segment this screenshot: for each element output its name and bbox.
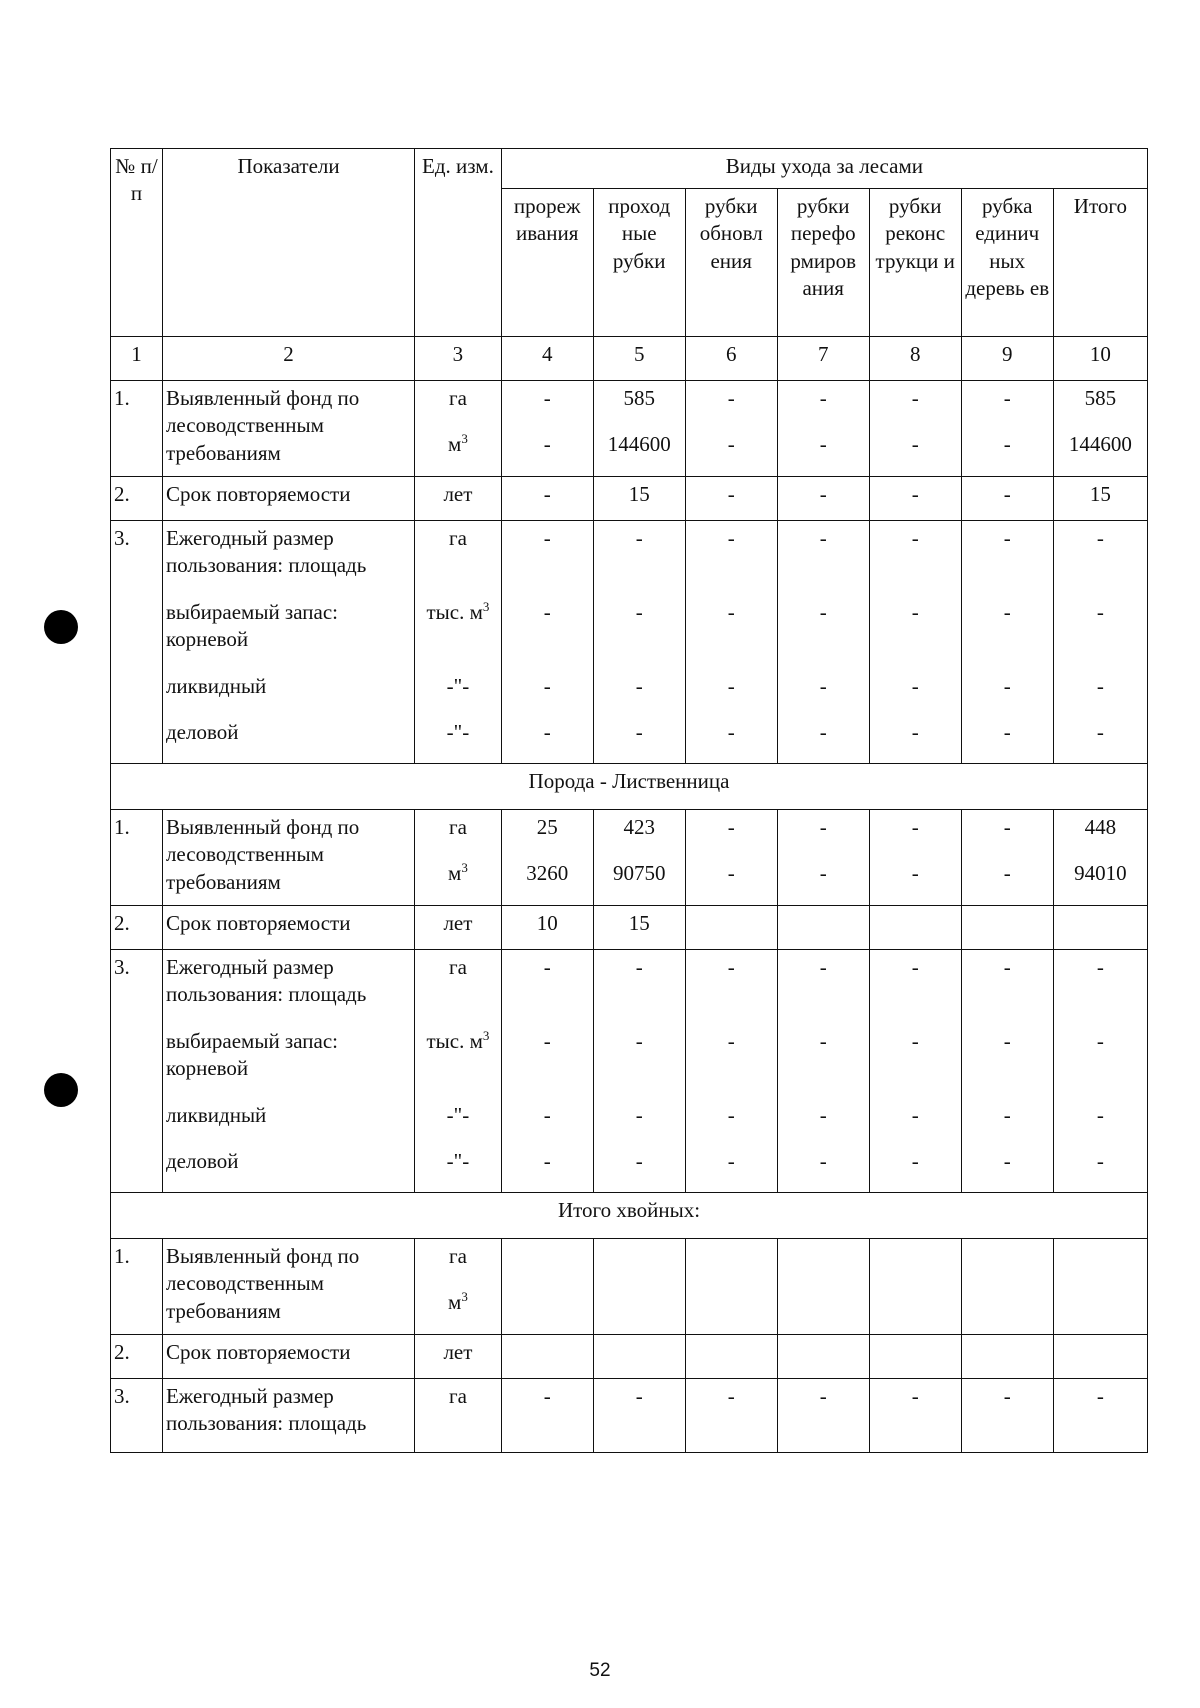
stacked-cell (685, 521, 777, 764)
cell-line: - (727, 526, 735, 550)
row-num: 1. (111, 1239, 163, 1335)
empty-cell (1053, 1239, 1147, 1335)
row-label (162, 521, 414, 764)
column-number: 6 (685, 337, 777, 381)
section-title: Итого хвойных: (111, 1193, 1148, 1239)
cell-line: - (1003, 432, 1011, 456)
value-cell: 15 (1053, 477, 1147, 521)
stacked-cell (1053, 810, 1147, 906)
stacked-cell (869, 950, 961, 1193)
value-cell: - (685, 1379, 777, 1453)
stacked-cell (501, 381, 593, 477)
value-cell: - (777, 477, 869, 521)
cell-line: - (543, 1103, 551, 1127)
header-row (111, 149, 1148, 189)
cell-line: - (819, 674, 827, 698)
cell-line: - (1096, 955, 1104, 979)
cell-line: 448 (1084, 815, 1117, 839)
column-number: 10 (1053, 337, 1147, 381)
cell-line: - (819, 432, 827, 456)
cell-line: -"- (446, 1149, 470, 1173)
cell-line: - (911, 526, 919, 550)
section-row (111, 1193, 1148, 1239)
punch-hole (44, 1073, 78, 1107)
value-cell (685, 906, 777, 950)
stacked-cell (685, 381, 777, 477)
unit-cell: лет (415, 1335, 502, 1379)
column-number: 4 (501, 337, 593, 381)
cell-line: -"- (446, 674, 470, 698)
cell-line: 585 (1084, 386, 1117, 410)
page-number: 52 (589, 1660, 611, 1681)
cell-line: - (727, 432, 735, 456)
table-row (111, 1379, 1148, 1453)
stacked-cell (685, 810, 777, 906)
cell-line: 94010 (1074, 861, 1127, 885)
table-row (111, 1335, 1148, 1379)
row-label: Срок повторяемости (162, 906, 414, 950)
table-row (111, 906, 1148, 950)
empty-cell (961, 1239, 1053, 1335)
cell-line: - (819, 861, 827, 885)
row-num: 3. (111, 1379, 163, 1453)
unit-cell: лет (415, 477, 502, 521)
cell-line: - (1003, 720, 1011, 744)
cell-line: Ежегодный размер пользования: площадь (165, 526, 367, 578)
column-number: 3 (415, 337, 502, 381)
value-cell (685, 1335, 777, 1379)
table-row (111, 381, 1148, 477)
cell-line: тыс. $м^3$ (426, 1028, 490, 1053)
value-cell: - (685, 477, 777, 521)
value-cell (961, 906, 1053, 950)
cell-line: -"- (446, 720, 470, 744)
value-cell (869, 1335, 961, 1379)
cell-line: выбираемый запас: корневой (165, 600, 338, 652)
cell-line: - (543, 1149, 551, 1173)
empty-cell (685, 1239, 777, 1335)
cell-line: - (635, 1029, 643, 1053)
empty-cell (593, 1239, 685, 1335)
unit-cell (415, 381, 502, 477)
value-cell: - (777, 1379, 869, 1453)
cell-line: - (911, 432, 919, 456)
stacked-cell (869, 381, 961, 477)
cell-line: - (1003, 1029, 1011, 1053)
row-num: 3. (111, 521, 163, 764)
cell-line: - (819, 386, 827, 410)
value-cell (1053, 906, 1147, 950)
cell-line: - (543, 432, 551, 456)
cell-line: 423 (623, 815, 655, 839)
cell-line: - (911, 600, 919, 624)
row-num: 1. (111, 381, 163, 477)
cell-line: - (1003, 600, 1011, 624)
cell-line: - (543, 720, 551, 744)
cell-line: $м^3$ (448, 431, 468, 456)
value-cell: 15 (593, 906, 685, 950)
stacked-cell (869, 810, 961, 906)
section-row (111, 764, 1148, 810)
punch-hole (44, 610, 78, 644)
unit-cell: лет (415, 906, 502, 950)
cell-line: - (1003, 386, 1011, 410)
cell-line: - (819, 526, 827, 550)
cell-line: 25 (536, 815, 558, 839)
column-number: 1 (111, 337, 163, 381)
stacked-cell (593, 521, 685, 764)
cell-line: - (1003, 1149, 1011, 1173)
cell-line: - (727, 720, 735, 744)
value-cell: - (961, 477, 1053, 521)
cell-line: тыс. $м^3$ (426, 599, 490, 624)
value-cell: - (961, 1379, 1053, 1453)
cell-line: - (819, 1149, 827, 1173)
cell-line: - (635, 1149, 643, 1173)
cell-line: - (727, 815, 735, 839)
header-indicator: Показатели (162, 149, 414, 337)
cell-line: - (1003, 955, 1011, 979)
header-type: прореж ивания (501, 189, 593, 337)
cell-line: - (1003, 1103, 1011, 1127)
cell-line: - (635, 600, 643, 624)
stacked-cell (593, 810, 685, 906)
empty-cell (501, 1239, 593, 1335)
cell-line: га (448, 955, 467, 979)
cell-line: - (727, 1103, 735, 1127)
cell-line: выбираемый запас: корневой (165, 1029, 338, 1081)
cell-line: - (727, 386, 735, 410)
table-row (111, 1239, 1148, 1335)
cell-line: га (448, 1244, 467, 1268)
value-cell (961, 1335, 1053, 1379)
value-cell: - (869, 477, 961, 521)
cell-line: - (819, 1029, 827, 1053)
cell-line: - (1096, 674, 1104, 698)
stacked-cell (501, 521, 593, 764)
cell-line: га (448, 815, 467, 839)
header-type: рубка единич ных деревь ев (961, 189, 1053, 337)
unit-cell (415, 1239, 502, 1335)
stacked-cell (1053, 521, 1147, 764)
cell-line: - (1003, 815, 1011, 839)
cell-line: - (911, 720, 919, 744)
cell-line: 144600 (607, 432, 671, 456)
empty-cell (869, 1239, 961, 1335)
cell-line: - (635, 720, 643, 744)
column-number: 8 (869, 337, 961, 381)
value-cell: - (869, 1379, 961, 1453)
cell-line: - (1096, 720, 1104, 744)
stacked-cell (869, 521, 961, 764)
header-unit: Ед. изм. (415, 149, 502, 337)
stacked-cell (501, 950, 593, 1193)
cell-line: - (1096, 1103, 1104, 1127)
stacked-cell (961, 950, 1053, 1193)
cell-line: 585 (623, 386, 655, 410)
cell-line: - (911, 674, 919, 698)
row-label: Ежегодный размер пользования: площадь (162, 1379, 414, 1453)
cell-line: га (448, 526, 467, 550)
unit-cell (415, 810, 502, 906)
row-label: Выявленный фонд по лесоводственным требованиям (162, 810, 414, 906)
table-row (111, 950, 1148, 1193)
value-cell: - (1053, 1379, 1147, 1453)
column-number: 5 (593, 337, 685, 381)
cell-line: - (819, 955, 827, 979)
cell-line: $м^3$ (448, 860, 468, 885)
cell-line: - (1096, 1149, 1104, 1173)
cell-line: 144600 (1068, 432, 1132, 456)
cell-line: - (1096, 600, 1104, 624)
header-type: рубки перефо рмиров ания (777, 189, 869, 337)
value-cell (869, 906, 961, 950)
cell-line: - (911, 861, 919, 885)
stacked-cell (593, 381, 685, 477)
section-title: Порода - Лиственница (111, 764, 1148, 810)
value-cell (777, 906, 869, 950)
stacked-cell (501, 810, 593, 906)
cell-line: $м^3$ (448, 1289, 468, 1314)
unit-cell (415, 521, 502, 764)
cell-line: деловой (165, 720, 239, 744)
value-cell (593, 1335, 685, 1379)
cell-line: - (635, 674, 643, 698)
row-label: Срок повторяемости (162, 477, 414, 521)
stacked-cell (777, 810, 869, 906)
cell-line: - (1003, 674, 1011, 698)
stacked-cell (593, 950, 685, 1193)
stacked-cell (961, 521, 1053, 764)
row-num: 2. (111, 1335, 163, 1379)
cell-line: 3260 (526, 861, 569, 885)
cell-line: - (543, 386, 551, 410)
cell-line: - (911, 1029, 919, 1053)
cell-line: - (911, 1103, 919, 1127)
header-type: Итого (1053, 189, 1147, 337)
value-cell (777, 1335, 869, 1379)
cell-line: - (1096, 1029, 1104, 1053)
cell-line: - (819, 1103, 827, 1127)
column-number: 2 (162, 337, 414, 381)
value-cell: 15 (593, 477, 685, 521)
cell-line: - (911, 955, 919, 979)
row-label: Выявленный фонд по лесоводственным требованиям (162, 381, 414, 477)
header-type: рубки обновл ения (685, 189, 777, 337)
stacked-cell (777, 521, 869, 764)
cell-line: - (819, 600, 827, 624)
cell-line: ликвидный (165, 1103, 267, 1127)
header-num: № п/п (111, 149, 163, 337)
row-label: Выявленный фонд по лесоводственным требованиям (162, 1239, 414, 1335)
row-label: Срок повторяемости (162, 1335, 414, 1379)
cell-line: - (727, 674, 735, 698)
cell-line: Ежегодный размер пользования: площадь (165, 955, 367, 1007)
cell-line: деловой (165, 1149, 239, 1173)
cell-line: - (727, 1149, 735, 1173)
table-row (111, 521, 1148, 764)
cell-line: - (727, 955, 735, 979)
forest-care-table (110, 148, 1148, 1453)
row-label (162, 950, 414, 1193)
column-number-row (111, 337, 1148, 381)
cell-line: - (635, 526, 643, 550)
cell-line: - (543, 674, 551, 698)
stacked-cell (777, 950, 869, 1193)
column-number: 7 (777, 337, 869, 381)
row-num: 2. (111, 477, 163, 521)
value-cell (501, 1335, 593, 1379)
value-cell: - (501, 1379, 593, 1453)
row-num: 3. (111, 950, 163, 1193)
cell-line: -"- (446, 1103, 470, 1127)
stacked-cell (1053, 950, 1147, 1193)
header-type: проход ные рубки (593, 189, 685, 337)
cell-line: - (727, 861, 735, 885)
cell-line: - (635, 1103, 643, 1127)
stacked-cell (961, 810, 1053, 906)
value-cell: - (501, 477, 593, 521)
cell-line: - (1096, 526, 1104, 550)
unit-cell: га (415, 1379, 502, 1453)
cell-line: - (911, 386, 919, 410)
stacked-cell (777, 381, 869, 477)
cell-line: - (727, 600, 735, 624)
row-num: 2. (111, 906, 163, 950)
cell-line: га (448, 386, 467, 410)
cell-line: - (543, 526, 551, 550)
cell-line: - (911, 1149, 919, 1173)
cell-line: - (543, 1029, 551, 1053)
row-num: 1. (111, 810, 163, 906)
unit-cell (415, 950, 502, 1193)
cell-line: - (543, 600, 551, 624)
cell-line: - (635, 955, 643, 979)
value-cell (1053, 1335, 1147, 1379)
cell-line: - (911, 815, 919, 839)
cell-line: 90750 (612, 861, 666, 885)
header-group: Виды ухода за лесами (501, 149, 1147, 189)
cell-line: ликвидный (165, 674, 267, 698)
cell-line: - (727, 1029, 735, 1053)
stacked-cell (1053, 381, 1147, 477)
value-cell: - (593, 1379, 685, 1453)
cell-line: - (819, 815, 827, 839)
table-row (111, 477, 1148, 521)
column-number: 9 (961, 337, 1053, 381)
stacked-cell (685, 950, 777, 1193)
cell-line: - (819, 720, 827, 744)
stacked-cell (961, 381, 1053, 477)
value-cell: 10 (501, 906, 593, 950)
table-row (111, 810, 1148, 906)
cell-line: - (543, 955, 551, 979)
cell-line: - (1003, 526, 1011, 550)
cell-line: - (1003, 861, 1011, 885)
empty-cell (777, 1239, 869, 1335)
header-type: рубки реконс трукци и (869, 189, 961, 337)
